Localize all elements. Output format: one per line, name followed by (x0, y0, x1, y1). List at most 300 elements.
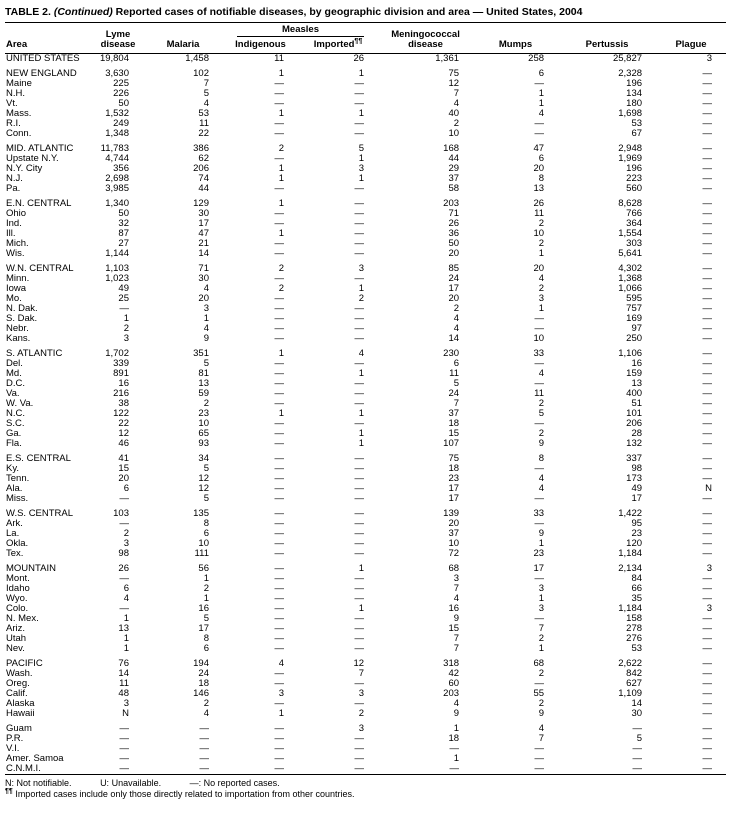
value-cell: — (534, 313, 545, 324)
table-row (5, 439, 726, 449)
value-cell: 5 (203, 358, 209, 369)
value-cell: — (702, 303, 713, 314)
value-cell: 2 (358, 708, 365, 719)
table-row (5, 184, 726, 194)
value-cell: 98 (631, 463, 643, 474)
value-cell: — (702, 657, 713, 669)
value-cell: 60 (448, 678, 460, 689)
value-cell: — (274, 128, 284, 139)
value-cell: 11 (199, 118, 209, 129)
value-cell: 32 (118, 218, 129, 229)
value-cell: — (274, 573, 284, 584)
value-cell: 4 (453, 98, 460, 109)
value-cell: — (702, 463, 713, 474)
value-cell: — (702, 493, 713, 504)
value-cell: — (354, 473, 365, 484)
value-cell: 3 (203, 303, 209, 314)
table-row (5, 99, 726, 109)
value-cell: — (702, 142, 713, 154)
area-cell: PACIFIC (6, 657, 43, 669)
value-cell: 3 (278, 688, 284, 699)
value-cell: — (274, 463, 284, 474)
value-cell: 3 (706, 562, 713, 574)
value-cell: — (354, 248, 365, 259)
table-row (5, 229, 726, 239)
area-cell: Ark. (6, 518, 23, 529)
table-title-continued: (Continued) (53, 6, 113, 18)
imported-note-symbol: ¶¶ (5, 788, 13, 796)
value-cell: — (354, 493, 365, 504)
value-cell: 36 (448, 228, 460, 239)
value-cell: 1,554 (618, 228, 643, 239)
table-row (5, 574, 726, 584)
value-cell: — (702, 538, 713, 549)
value-cell: 21 (198, 238, 209, 249)
table-row (5, 699, 726, 709)
value-cell: — (274, 623, 284, 634)
value-cell: 9 (538, 438, 545, 449)
value-cell: — (534, 118, 545, 129)
value-cell: 1 (358, 368, 365, 379)
value-cell: 37 (448, 528, 460, 539)
value-cell: — (354, 78, 365, 89)
value-cell: — (702, 668, 713, 679)
value-cell: — (354, 613, 365, 624)
value-cell: — (534, 323, 545, 334)
table-row (5, 89, 726, 99)
table-row (5, 64, 726, 79)
value-cell: 14 (631, 698, 643, 709)
value-cell: 1,184 (618, 603, 643, 614)
value-cell: 28 (631, 428, 643, 439)
value-cell: 9 (453, 613, 460, 624)
value-cell: — (354, 573, 365, 584)
value-cell: 10 (198, 418, 209, 429)
value-cell: 196 (626, 163, 643, 174)
value-cell: 50 (448, 238, 460, 249)
lyme-header-line1: Lyme (105, 29, 131, 41)
value-cell: 278 (626, 623, 643, 634)
value-cell: — (354, 398, 365, 409)
value-cell: — (534, 573, 545, 584)
table-row (5, 274, 726, 284)
value-cell: 17 (198, 623, 209, 634)
table-row (5, 209, 726, 219)
value-cell: — (199, 743, 209, 754)
value-cell: 1 (538, 88, 545, 99)
value-cell: 25 (118, 293, 129, 304)
value-cell: — (534, 78, 545, 89)
value-cell: 1 (203, 593, 209, 604)
value-cell: — (702, 78, 713, 89)
value-cell: — (354, 388, 365, 399)
value-cell: — (632, 763, 643, 774)
value-cell: 4 (358, 347, 365, 359)
table-row (5, 239, 726, 249)
area-cell: Wash. (6, 668, 33, 679)
area-cell: Tex. (6, 548, 24, 559)
value-cell: 81 (198, 368, 209, 379)
value-cell: 23 (448, 473, 460, 484)
value-cell: — (702, 698, 713, 709)
value-cell: 7 (203, 78, 209, 89)
value-cell: 4 (538, 722, 545, 734)
value-cell: — (534, 743, 545, 754)
value-cell: 249 (113, 118, 129, 129)
value-cell: 23 (631, 528, 643, 539)
value-cell: — (354, 303, 365, 314)
table-row (5, 379, 726, 389)
table-row (5, 494, 726, 504)
value-cell: — (354, 313, 365, 324)
value-cell: 71 (198, 262, 209, 274)
value-cell: 10 (448, 538, 460, 549)
value-cell: 14 (198, 248, 209, 259)
value-cell: — (449, 763, 460, 774)
value-cell: — (702, 452, 713, 464)
value-cell: 56 (198, 562, 209, 574)
value-cell: — (274, 78, 284, 89)
value-cell: 1,702 (105, 347, 129, 359)
table-row (5, 194, 726, 209)
area-cell: Conn. (6, 128, 32, 139)
area-cell: W. Va. (6, 398, 34, 409)
value-cell: — (354, 118, 365, 129)
value-cell: — (274, 238, 284, 249)
table-row (5, 429, 726, 439)
area-cell: E.S. CENTRAL (6, 452, 71, 464)
value-cell: 560 (626, 183, 643, 194)
value-cell: — (274, 183, 284, 194)
value-cell: 1 (123, 643, 129, 654)
value-cell: 3 (706, 603, 713, 614)
value-cell: — (702, 418, 713, 429)
value-cell: — (274, 753, 284, 764)
value-cell: 11,783 (100, 142, 129, 154)
value-cell: 4,302 (618, 262, 643, 274)
value-cell: — (702, 583, 713, 594)
area-cell: Ga. (6, 428, 22, 439)
value-cell: — (702, 722, 713, 734)
value-cell: — (702, 633, 713, 644)
area-cell: La. (6, 528, 20, 539)
table-row (5, 139, 726, 154)
value-cell: 1 (203, 573, 209, 584)
value-cell: 1 (278, 228, 284, 239)
value-cell: 76 (118, 657, 129, 669)
value-cell: 12 (353, 657, 365, 669)
value-cell: 2 (278, 142, 284, 154)
area-cell: Okla. (6, 538, 29, 549)
value-cell: 24 (448, 273, 460, 284)
value-cell: 1,532 (105, 108, 129, 119)
value-cell: 2 (453, 118, 460, 129)
area-cell: MID. ATLANTIC (6, 142, 74, 154)
value-cell: — (274, 678, 284, 689)
value-cell: — (702, 153, 713, 164)
value-cell: — (274, 613, 284, 624)
value-cell: — (702, 378, 713, 389)
value-cell: 4 (538, 368, 545, 379)
area-cell: Alaska (6, 698, 35, 709)
area-cell: Ariz. (6, 623, 25, 634)
value-cell: 3 (358, 722, 365, 734)
value-cell: — (274, 528, 284, 539)
area-cell: S. ATLANTIC (6, 347, 63, 359)
lyme-header-line2: disease (100, 39, 136, 51)
value-cell: — (702, 388, 713, 399)
value-cell: — (702, 208, 713, 219)
value-cell: 62 (198, 153, 209, 164)
area-cell: Calif. (6, 688, 28, 699)
value-cell: 18 (448, 418, 460, 429)
value-cell: 26 (353, 53, 365, 64)
table-row (5, 304, 726, 314)
value-cell: 26 (533, 197, 545, 209)
value-cell: 303 (626, 238, 643, 249)
table-row (5, 219, 726, 229)
value-cell: 203 (443, 197, 460, 209)
value-cell: N (122, 708, 129, 719)
area-cell: C.N.M.I. (6, 763, 41, 774)
value-cell: 59 (198, 388, 209, 399)
area-cell: Kans. (6, 333, 31, 344)
value-cell: 351 (193, 347, 209, 359)
value-cell: 1 (538, 248, 545, 259)
area-cell: Tenn. (6, 473, 30, 484)
value-cell: — (354, 623, 365, 634)
value-cell: — (119, 733, 129, 744)
area-cell: Upstate N.Y. (6, 153, 59, 164)
value-cell: — (274, 518, 284, 529)
table-row (5, 644, 726, 654)
table-row (5, 53, 726, 64)
area-cell: UNITED STATES (6, 53, 80, 64)
value-cell: 1,361 (435, 53, 460, 64)
value-cell: — (274, 643, 284, 654)
value-cell: — (354, 323, 365, 334)
value-cell: — (274, 562, 284, 574)
table-row (5, 119, 726, 129)
value-cell: — (274, 733, 284, 744)
area-cell: Ala. (6, 483, 23, 494)
value-cell: 1 (358, 108, 365, 119)
area-cell: N.J. (6, 173, 23, 184)
area-cell: Nev. (6, 643, 25, 654)
legend-unavailable: U: Unavailable. (100, 777, 162, 788)
value-cell: 1 (278, 108, 284, 119)
value-cell: 17 (631, 493, 643, 504)
area-cell: Maine (6, 78, 32, 89)
area-cell: Mo. (6, 293, 22, 304)
value-cell: 47 (198, 228, 209, 239)
value-cell: — (274, 668, 284, 679)
value-cell: 7 (538, 733, 545, 744)
area-cell: Minn. (6, 273, 30, 284)
value-cell: 18 (448, 463, 460, 474)
value-cell: 4 (538, 108, 545, 119)
value-cell: 5 (636, 733, 643, 744)
value-cell: 85 (448, 262, 460, 274)
value-cell: 2 (538, 238, 545, 249)
value-cell: — (702, 218, 713, 229)
value-cell: — (274, 388, 284, 399)
value-cell: — (534, 128, 545, 139)
value-cell: 1 (538, 538, 545, 549)
area-cell: Ind. (6, 218, 22, 229)
table-row (5, 294, 726, 304)
table-row (5, 474, 726, 484)
value-cell: 1 (278, 408, 284, 419)
value-cell: 1 (358, 603, 365, 614)
table-row (5, 584, 726, 594)
value-cell: 339 (113, 358, 129, 369)
table-row (5, 409, 726, 419)
value-cell: 842 (626, 668, 643, 679)
value-cell: 1,103 (105, 262, 129, 274)
table-row (5, 419, 726, 429)
value-cell: — (354, 238, 365, 249)
value-cell: — (274, 358, 284, 369)
area-cell: Miss. (6, 493, 29, 504)
value-cell: — (354, 733, 365, 744)
table-row (5, 719, 726, 734)
col-header-plague: Plague (656, 23, 726, 54)
value-cell: 25,827 (612, 53, 643, 64)
value-cell: 98 (118, 548, 129, 559)
value-cell: — (119, 603, 129, 614)
value-cell: — (632, 743, 643, 754)
value-cell: 24 (448, 388, 460, 399)
value-cell: 2 (538, 398, 545, 409)
area-cell: Wyo. (6, 593, 28, 604)
value-cell: 386 (193, 142, 209, 154)
value-cell: 196 (626, 78, 643, 89)
table-row (5, 754, 726, 764)
value-cell: 230 (443, 347, 460, 359)
value-cell: 180 (626, 98, 643, 109)
value-cell: 10 (533, 333, 545, 344)
value-cell: 65 (198, 428, 209, 439)
value-cell: 6 (123, 483, 129, 494)
value-cell: 2 (538, 283, 545, 294)
value-cell: 23 (533, 548, 545, 559)
value-cell: — (702, 183, 713, 194)
value-cell: — (702, 518, 713, 529)
value-cell: 595 (626, 293, 643, 304)
table-row (5, 559, 726, 574)
value-cell: — (632, 722, 643, 734)
value-cell: 26 (448, 218, 460, 229)
value-cell: — (702, 293, 713, 304)
value-cell: 159 (626, 368, 643, 379)
value-cell: — (274, 493, 284, 504)
value-cell: — (702, 438, 713, 449)
table-row (5, 359, 726, 369)
value-cell: 1 (278, 347, 284, 359)
value-cell: — (534, 613, 545, 624)
footnotes (5, 778, 726, 801)
value-cell: 132 (626, 438, 643, 449)
area-cell: R.I. (6, 118, 21, 129)
value-cell: 15 (118, 463, 129, 474)
value-cell: 1 (278, 708, 284, 719)
value-cell: 2,622 (618, 657, 643, 669)
value-cell: — (274, 452, 284, 464)
value-cell: 15 (448, 623, 460, 634)
area-cell: N.C. (6, 408, 25, 419)
value-cell: 93 (198, 438, 209, 449)
value-cell: — (534, 378, 545, 389)
value-cell: — (702, 643, 713, 654)
value-cell: — (274, 98, 284, 109)
value-cell: — (354, 538, 365, 549)
area-cell: D.C. (6, 378, 25, 389)
value-cell: — (274, 418, 284, 429)
area-cell: Idaho (6, 583, 30, 594)
value-cell: 173 (626, 473, 643, 484)
value-cell: 49 (118, 283, 129, 294)
value-cell: 9 (538, 708, 545, 719)
value-cell: — (702, 313, 713, 324)
value-cell: — (354, 452, 365, 464)
value-cell: 7 (453, 398, 460, 409)
value-cell: 75 (448, 67, 460, 79)
area-cell: N.H. (6, 88, 25, 99)
value-cell: — (354, 763, 365, 774)
value-cell: — (274, 323, 284, 334)
value-cell: — (274, 538, 284, 549)
table-row (5, 284, 726, 294)
value-cell: 168 (443, 142, 460, 154)
table-row (5, 539, 726, 549)
value-cell: 87 (118, 228, 129, 239)
area-cell: Nebr. (6, 323, 29, 334)
value-cell: 206 (626, 418, 643, 429)
value-cell: 9 (453, 708, 460, 719)
value-cell: — (274, 273, 284, 284)
value-cell: 3 (453, 573, 460, 584)
table-row (5, 594, 726, 604)
value-cell: — (354, 333, 365, 344)
area-cell: P.R. (6, 733, 24, 744)
area-cell: MOUNTAIN (6, 562, 56, 574)
table-row (5, 324, 726, 334)
value-cell: 20 (533, 262, 545, 274)
value-cell: — (354, 183, 365, 194)
value-cell: — (274, 743, 284, 754)
value-cell: 364 (626, 218, 643, 229)
value-cell: 169 (626, 313, 643, 324)
value-cell: 30 (198, 208, 209, 219)
value-cell: 103 (113, 507, 129, 519)
value-cell: 33 (533, 507, 545, 519)
value-cell: 2 (538, 218, 545, 229)
value-cell: 1 (358, 408, 365, 419)
value-cell: — (354, 548, 365, 559)
value-cell: — (274, 633, 284, 644)
value-cell: 74 (198, 173, 209, 184)
value-cell: 2,698 (105, 173, 129, 184)
value-cell: 1 (358, 67, 365, 79)
value-cell: 22 (198, 128, 209, 139)
value-cell: — (274, 153, 284, 164)
value-cell: — (274, 118, 284, 129)
value-cell: 20 (448, 518, 460, 529)
value-cell: — (354, 643, 365, 654)
area-cell: Mass. (6, 108, 32, 119)
value-cell: 11 (534, 208, 545, 219)
